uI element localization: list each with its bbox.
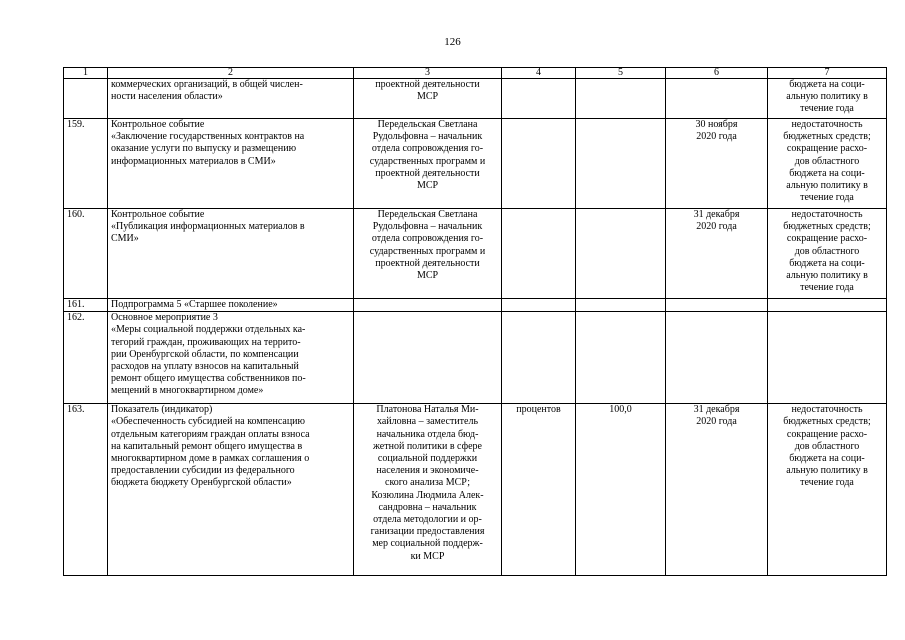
row-description: Основное мероприятие 3 «Меры социальной поддержки отдельных ка- тегорий граждан, проживающих на террито- рии Оренбургской области, по компенсации расходов на уплату взносов на капитальный ремонт общего имущества собственников по- мещений в многоквартирном доме» [108,312,354,404]
row-number: 160. [64,209,108,299]
row-number: 163. [64,404,108,576]
row-responsible: Передельская Светлана Рудольфовна – начальник отдела сопровождения го- сударственных программ и проектной деятельности МСР [354,209,502,299]
row-unit [502,119,576,209]
row-responsible [354,312,502,404]
row-unit [502,209,576,299]
table-row [64,404,887,576]
column-header: 4 [502,68,576,79]
row-unit [502,299,576,312]
row-risk: недостаточность бюджетных средств; сокращение расхо- дов областного бюджета на соци- альную политику в течение года [768,119,887,209]
row-risk: недостаточность бюджетных средств; сокращение расхо- дов областного бюджета на соци- альную политику в течение года [768,209,887,299]
column-header: 1 [64,68,108,79]
table-row [64,119,887,209]
row-value: 100,0 [576,404,666,576]
row-date [666,312,768,404]
row-description: коммерческих организаций, в общей числен- ности населения области» [108,79,354,119]
column-header: 5 [576,68,666,79]
column-header: 6 [666,68,768,79]
column-number-row [64,68,887,79]
row-responsible [354,299,502,312]
row-responsible: Платонова Наталья Ми- хайловна – заместитель начальника отдела бюд- жетной политики в сфере социальной поддержки населения и экономиче- ского анализа МСР; Козюлина Людмила Алек- сандровна – начальник отдела методологии и ор- ганизации предоставления мер социальной поддерж- ки МСР [354,404,502,576]
row-description: Показатель (индикатор) «Обеспеченность субсидией на компенсацию отдельным категориям граждан оплаты взноса на капитальный ремонт общего имущества в многоквартирном доме в рамках соглашения о предоставлении субсидии из федерального бюджета бюджету Оренбургской области» [108,404,354,576]
row-risk [768,312,887,404]
row-number [64,79,108,119]
row-unit [502,312,576,404]
row-unit: процентов [502,404,576,576]
row-value [576,299,666,312]
row-value [576,119,666,209]
table-row [64,209,887,299]
row-date: 31 декабря 2020 года [666,404,768,576]
row-description: Подпрограмма 5 «Старшее поколение» [108,299,354,312]
row-risk: бюджета на соци- альную политику в течение года [768,79,887,119]
row-date [666,79,768,119]
table-row [64,79,887,119]
row-risk [768,299,887,312]
row-number: 161. [64,299,108,312]
column-header: 7 [768,68,887,79]
row-description: Контрольное событие «Заключение государственных контрактов на оказание услуги по выпуску и размещению информационных материалов в СМИ» [108,119,354,209]
row-number: 162. [64,312,108,404]
row-responsible: Передельская Светлана Рудольфовна – начальник отдела сопровождения го- сударственных программ и проектной деятельности МСР [354,119,502,209]
row-unit [502,79,576,119]
plan-table [63,67,887,576]
row-number: 159. [64,119,108,209]
column-header: 2 [108,68,354,79]
table-row [64,299,887,312]
row-description: Контрольное событие «Публикация информационных материалов в СМИ» [108,209,354,299]
table-row [64,312,887,404]
column-header: 3 [354,68,502,79]
row-value [576,209,666,299]
row-value [576,79,666,119]
row-value [576,312,666,404]
row-risk: недостаточность бюджетных средств; сокращение расхо- дов областного бюджета на соци- альную политику в течение года [768,404,887,576]
row-date: 31 декабря 2020 года [666,209,768,299]
row-date [666,299,768,312]
row-date: 30 ноября 2020 года [666,119,768,209]
page-number: 126 [444,36,461,48]
row-responsible: проектной деятельности МСР [354,79,502,119]
